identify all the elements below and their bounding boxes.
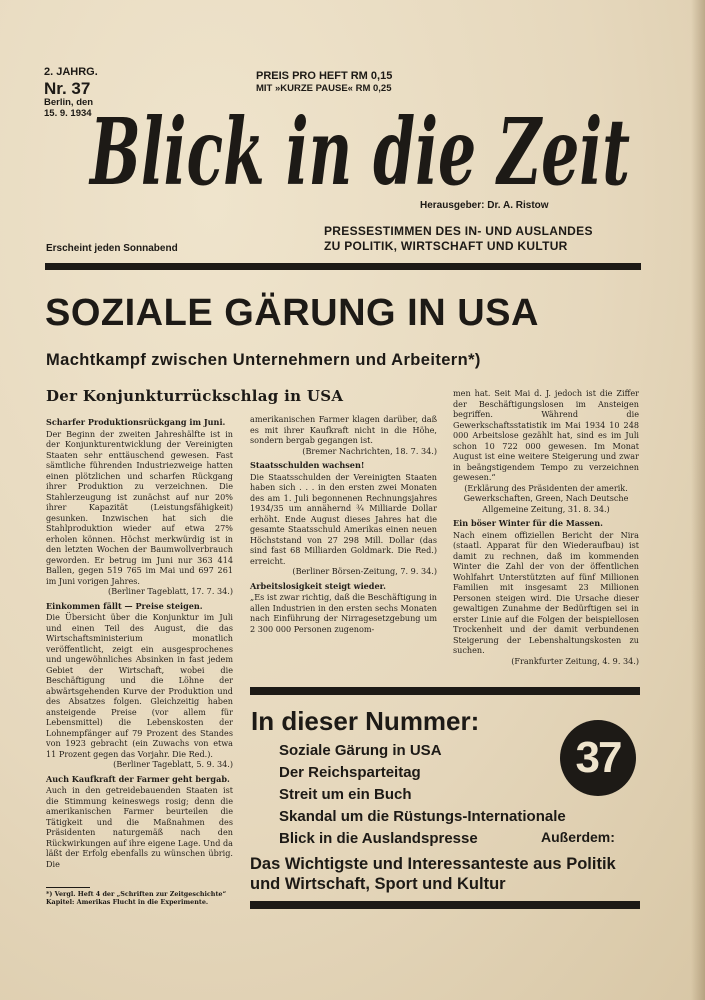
- contents-item: Streit um ein Buch: [279, 786, 412, 803]
- subtitle-line-2: ZU POLITIK, WIRTSCHAFT UND KULTUR: [324, 239, 568, 253]
- issue-number-badge: 37: [560, 720, 636, 796]
- page-edge-shadow: [691, 0, 705, 1000]
- masthead-title: Blick in die Zeit: [88, 98, 631, 206]
- masthead-rule: [45, 263, 641, 270]
- issue-date: 15. 9. 1934: [44, 108, 92, 120]
- subtitle-line-1: PRESSESTIMMEN DES IN- UND AUSLANDES: [324, 224, 593, 238]
- column-subheading: Einkommen fällt — Preise steigen.: [46, 600, 203, 611]
- article-column-3: [453, 388, 639, 670]
- price-line-1: PREIS PRO HEFT RM 0,15: [256, 70, 393, 82]
- footnote: *) Vergl. Heft 4 der „Schriften zur Zeitgeschichte“ Kapitel: Amerikas Flucht in die Experimente.: [46, 890, 227, 906]
- issue-number: Nr. 37: [44, 78, 91, 98]
- column-paragraph: Nach einem offiziellen Bericht der Nira (staatl. Apparat für den Wiederaufbau) ist damit zu rechnen, daß im kommenden Winter die Zahl der von der öffentlichen Wohlfahrt Unterstützten auf fünf Millionen Familien mit insgesamt 23 Millionen Personen steigen wird. Die Ursache dieser gewaltigen Zunahme der Bedürftigen sei in erster Linie auf die Folgen der beispiellosen Trockenheit und der damit verbundenen Steigerung der Lebenshaltungskosten zu suchen.: [453, 529, 639, 655]
- column-paragraph: Auch in den getreidebauenden Staaten ist die Stimmung keineswegs rosig; denn die amerikanischen Farmer beurteilen die Tätigkeit und die Maßnahmen des Präsidenten naturgemäß nach den Rückwirkungen auf ihre eigene Lage. Und da läßt der Erfolg ebenfalls zu wünschen übrig. Die: [46, 785, 233, 869]
- contents-item: Soziale Gärung in USA: [279, 742, 442, 759]
- publication-frequency: Erscheint jeden Sonnabend: [46, 243, 178, 254]
- contents-besides: Außerdem:: [541, 829, 615, 845]
- price-line-2: MIT »KURZE PAUSE« RM 0,25: [256, 83, 392, 95]
- contents-top-rule: [250, 687, 640, 695]
- masthead-subtitle: [324, 224, 593, 254]
- column-subheading: Scharfer Produktionsrückgang im Juni.: [46, 417, 226, 427]
- column-paragraph: Die Übersicht über die Konjunktur im Juli und einen Teil des August, die das Wirtschaftsministerium monatlich veröffentlicht, zeigt ein ausgesprochenes und ungewöhnliches Absinken in fast jedem Gebiet der Wirtschaft, wobei die Beschäftigung und die Löhne der abwärtsgehenden Kurve der Produktion und des Absatzes folgen. Gleichzeitig haben ansteigende Preise (vor allem für Lebensmittel) die Lebenskosten der Lohnempfänger auf 79 Prozent des Standes von 1923 gebracht (ein Zuwachs von etwa 11 Prozent gegen das Vorjahr. Die Red.).: [46, 612, 233, 759]
- column-subheading: Staatsschulden wachsen!: [250, 460, 365, 470]
- column-paragraph: Die Staatsschulden der Vereinigten Staaten haben sich . . . in den ersten zwei Monaten des am 1. Juli begonnenen Rechnungsjahres 1934/35 um annähernd ¾ Milliarde Dollar erhöht. Ende August dieses Jahres hat die gesamte Staatsschuld Amerikas einen neuen Höchststand von 27 298 Mill. Dollar (das sind fast 68 Milliarden Goldmark. Die Red.) erreicht.: [250, 471, 437, 566]
- article-column-2: [250, 414, 437, 634]
- contents-bottom-rule: [250, 901, 640, 909]
- contents-tagline: Das Wichtigste und Interessanteste aus Politik und Wirtschaft, Sport und Kultur: [250, 855, 616, 893]
- column-subheading: Arbeitslosigkeit steigt wieder.: [250, 580, 386, 591]
- article-column-1: [46, 414, 233, 869]
- contents-list: [279, 740, 566, 850]
- column-source: (Berliner Börsen-Zeitung, 7. 9. 34.): [292, 566, 437, 576]
- contents-item: Skandal um die Rüstungs-Internationale: [279, 808, 566, 825]
- footnote-rule: [46, 887, 90, 888]
- column-subheading: Auch Kaufkraft der Farmer geht bergab.: [46, 773, 230, 784]
- issue-place: Berlin, den: [44, 97, 94, 109]
- contents-item: Der Reichsparteitag: [279, 764, 421, 781]
- column-subheading: Ein böser Winter für die Massen.: [453, 518, 603, 528]
- column-source: (Berliner Tageblatt, 5. 9. 34.): [113, 759, 233, 769]
- column-paragraph: men hat. Seit Mai d. J. jedoch ist die Ziffer der Beschäftigungslosen im Ansteigen begriffen. Während die Gewerkschaftsstatistik im Mai 1934 10 248 000 Arbeitslose gezählt hat, sind es im Juli schon 10 722 000 gewesen. Im Monat August ist eine weitere Steigerung und zwar in beängstigendem Tempo zu verzeichnen gewesen.“: [453, 388, 639, 482]
- column-source: (Erklärung des Präsidenten der amerik. Gewerkschaften, Green, Nach Deutsche Allgemeine Zeitung, 31. 8. 34.): [463, 482, 629, 514]
- column-paragraph: amerikanischen Farmer klagen darüber, daß es mit ihrer Kaufkraft nicht in die Höhe, sondern bergab gegangen ist.: [250, 414, 437, 445]
- issue-year: 2. JAHRG.: [44, 66, 98, 78]
- headline: SOZIALE GÄRUNG IN USA: [45, 292, 539, 334]
- subheadline: Machtkampf zwischen Unternehmern und Arbeitern*): [46, 351, 481, 369]
- column-source: (Frankfurter Zeitung, 4. 9. 34.): [511, 655, 639, 666]
- column-paragraph: „Es ist zwar richtig, daß die Beschäftigung in allen Industrien in den ersten sechs Monaten nach Einführung der Nirragesetzgebung um 2 300 000 Personen zugenom-: [250, 592, 437, 634]
- column-source: (Bremer Nachrichten, 18. 7. 34.): [302, 445, 437, 456]
- contents-title: In dieser Nummer:: [251, 706, 480, 736]
- column-paragraph: Der Beginn der zweiten Jahreshälfte ist in der Konjunkturentwicklung der Vereinigten Staaten sehr enttäuschend gewesen. Fast sämtliche führenden Industriezweige hatten einen plötzlichen und scharfen Rückgang ihrer Produktion zu verzeichnen. Die Stahlerzeugung ist zunächst auf nur 20% ihrer Kapazität (Leistungsfähigkeit) gesunken. Inzwischen hat sich die Stahlproduktion wieder auf etwa 27% erholen können. Höchst merkwürdig ist in den letzten Wochen der Baumwollverbrauch geworden. Er betrug im Juni nur 363 414 Ballen, gegen 519 765 im Mai und 697 261 im Juni vorigen Jahres.: [46, 428, 233, 586]
- publisher: Herausgeber: Dr. A. Ristow: [420, 200, 549, 211]
- section-heading: Der Konjunkturrückschlag in USA: [46, 387, 344, 405]
- contents-item: Blick in die Auslandspresse: [279, 830, 478, 847]
- masthead-logo: [80, 84, 640, 214]
- column-source: (Berliner Tageblatt, 17. 7. 34.): [108, 586, 233, 596]
